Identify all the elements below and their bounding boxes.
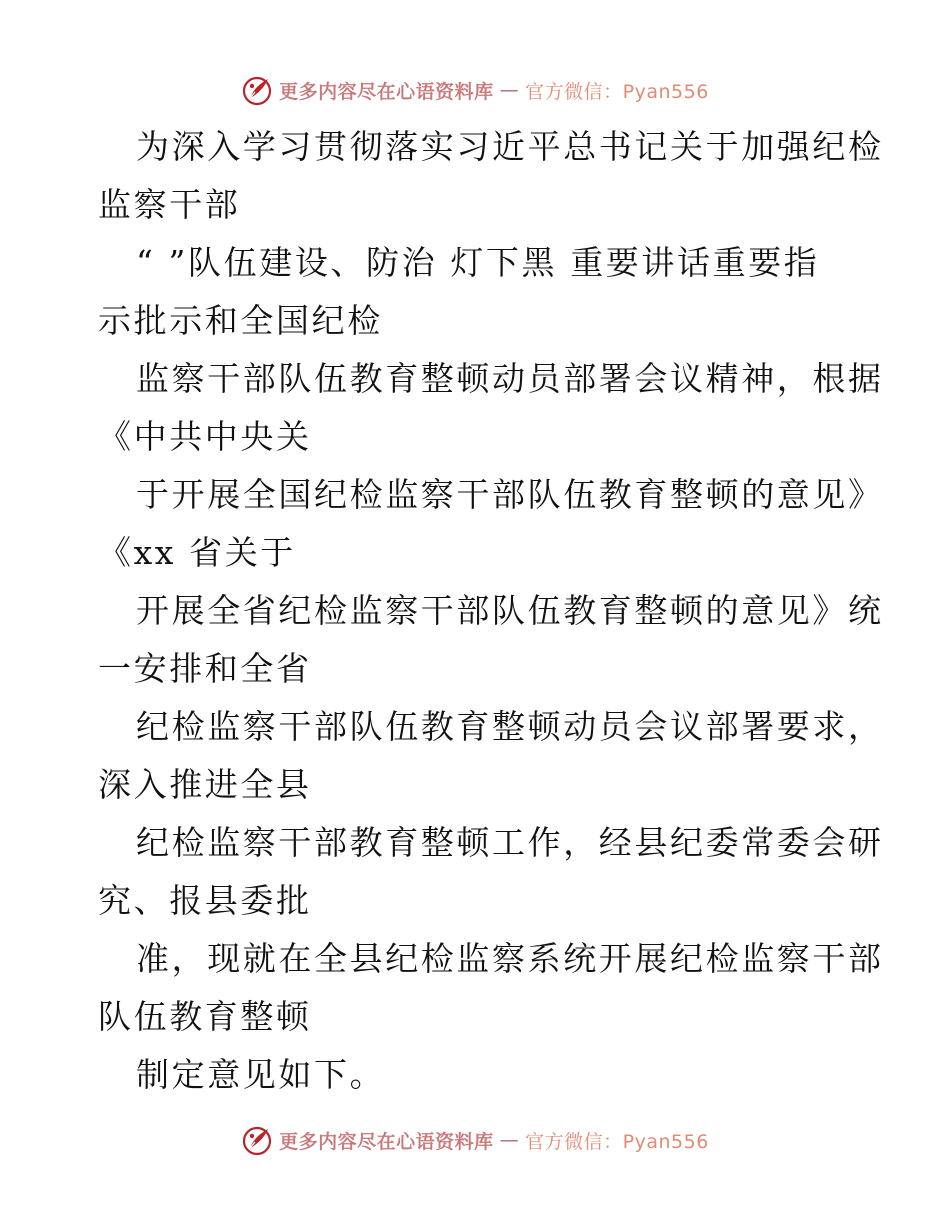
paragraph-line: 制定意见如下。 <box>136 1055 386 1094</box>
feather-pen-logo-icon <box>241 74 273 106</box>
paragraph-line: 深入推进全县 <box>98 765 312 804</box>
watermark-account-text: 官方微信：Pyan556 <box>525 80 709 103</box>
paragraph-line: 《中共中央关 <box>98 417 312 456</box>
paragraph-line: 准，现就在全县纪检监察系统开展纪检监察干部 <box>136 939 884 978</box>
paragraph-line: 示批示和全国纪检 <box>98 301 383 340</box>
document-body <box>98 118 884 1104</box>
paragraph-line: 究、报县委批 <box>98 881 312 920</box>
watermark-dash: — <box>499 1129 520 1151</box>
paragraph-line: 为深入学习贯彻落实习近平总书记关于加强纪检 <box>136 127 884 166</box>
paragraph-line: 纪检监察干部队伍教育整顿动员会议部署要求， <box>136 707 884 746</box>
paragraph-line: 一安排和全省 <box>98 649 312 688</box>
watermark-account-text: 官方微信：Pyan556 <box>525 1130 709 1153</box>
paragraph-line: 队伍教育整顿 <box>98 997 312 1036</box>
paragraph-line: 纪检监察干部教育整顿工作，经县纪委常委会研 <box>136 823 884 862</box>
paragraph-line: “ ”队伍建设、防治 灯下黑 重要讲话重要指 <box>136 243 820 282</box>
paragraph-line: 开展全省纪检监察干部队伍教育整顿的意见》统 <box>136 591 884 630</box>
paragraph-line: 《xx 省关于 <box>98 533 296 572</box>
watermark-dash: — <box>499 79 520 101</box>
feather-pen-logo-icon <box>241 1124 273 1156</box>
paragraph-line: 监察干部 <box>98 185 241 224</box>
watermark-footer <box>0 1120 950 1160</box>
watermark-site-text: 更多内容尽在心语资料库 <box>279 80 494 103</box>
watermark-site-text: 更多内容尽在心语资料库 <box>279 1130 494 1153</box>
paragraph-line: 于开展全国纪检监察干部队伍教育整顿的意见》 <box>136 475 884 514</box>
watermark-header <box>0 70 950 110</box>
paragraph-line: 监察干部队伍教育整顿动员部署会议精神，根据 <box>136 359 884 398</box>
